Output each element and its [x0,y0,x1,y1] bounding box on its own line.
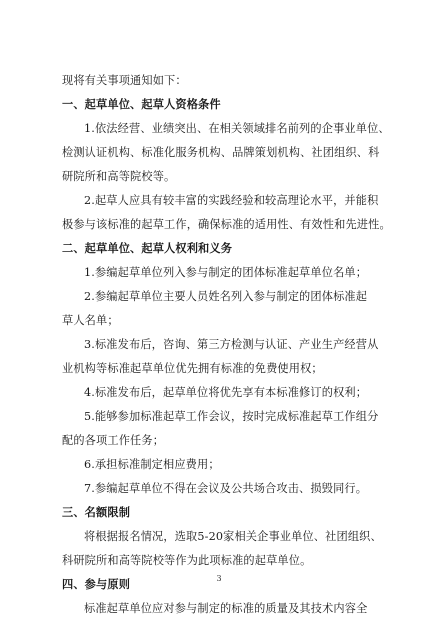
section3-line2: 科研院所和高等院校等作为此项标准的起草单位。 [62,554,312,567]
section4-line1: 标准起草单位应对参与制定的标准的质量及其技术内容全 [84,602,368,615]
section1-p1-line2: 检测认证机构、标准化服务机构、品牌策划机构、社团组织、科 [62,146,380,159]
section2-item5-line1: 5.能够参加标准起草工作会议，按时完成标准起草工作组分 [84,410,379,423]
section1-p1-line1: 1.依法经营、业绩突出、在相关领域排名前列的企事业单位、 [84,122,390,135]
section1-heading: 一、起草单位、起草人资格条件 [62,98,221,111]
section1-p1-line3: 研院所和高等院校等。 [62,170,176,183]
section1-p2-line1: 2.起草人应具有较丰富的实践经验和较高理论水平，并能积 [84,194,379,207]
section2-item3-line2: 业机构等标准起草单位优先拥有标准的免费使用权； [62,362,323,375]
page-number: 3 [216,574,222,583]
section2-item6: 6.承担标准制定相应费用； [84,458,220,471]
section3-heading: 三、名额限制 [62,506,131,519]
section2-heading: 二、起草单位、起草人权利和义务 [62,242,233,255]
section2-item5-line2: 配的各项工作任务； [62,434,165,447]
section2-item4: 4.标准发布后，起草单位将优先享有本标准修订的权利； [84,386,368,399]
intro-text: 现将有关事项通知如下： [62,74,187,87]
section4-heading: 四、参与原则 [62,578,131,591]
section2-item2-line2: 草人名单； [62,314,119,327]
section1-p2-line2: 极参与该标准的起草工作，确保标准的适用性、有效性和先进性。 [62,218,391,231]
section2-item2-line1: 2.参编起草单位主要人员姓名列入参与制定的团体标准起 [84,290,368,303]
section3-line1: 将根据报名情况，选取5-20家相关企事业单位、社团组织、 [84,530,382,543]
section2-item7: 7.参编起草单位不得在会议及公共场合攻击、损毁同行。 [84,482,368,495]
section2-item1: 1.参编起草单位列入参与制定的团体标准起草单位名单； [84,266,368,279]
section2-item3-line1: 3.标准发布后，咨询、第三方检测与认证、产业生产经营从 [84,338,379,351]
